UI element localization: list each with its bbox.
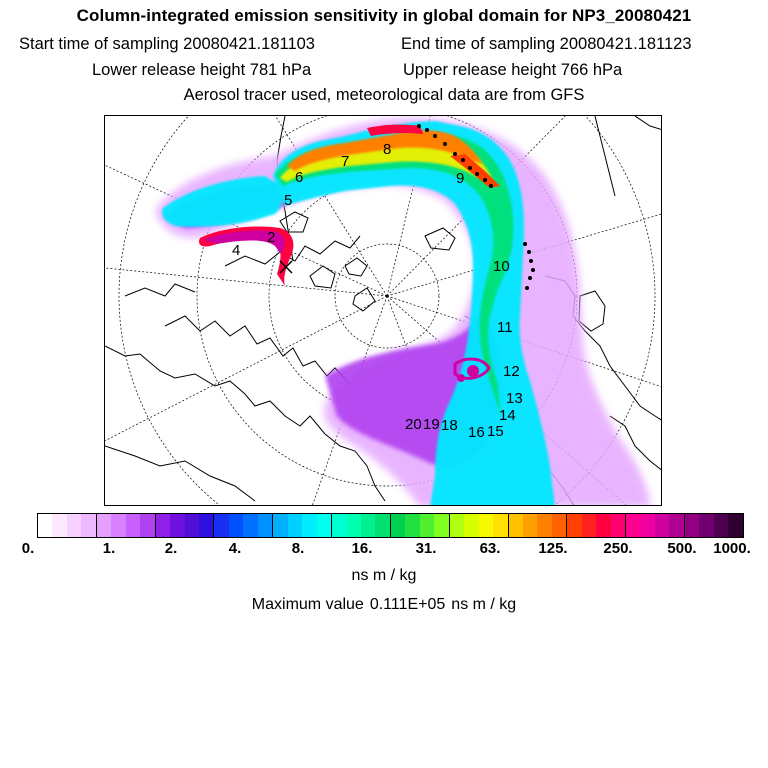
day-label-9: 9 — [456, 170, 465, 187]
colorbar-segment — [479, 514, 493, 537]
colorbar-segment — [655, 514, 669, 537]
colorbar-segment — [464, 514, 478, 537]
upper-release-height: Upper release height 766 hPa — [403, 61, 623, 79]
map-svg — [105, 116, 662, 506]
colorbar-segment — [596, 514, 610, 537]
colorbar-segment — [582, 514, 596, 537]
colorbar-segment — [140, 514, 155, 537]
colorbar-tick-2: 2. — [164, 540, 178, 557]
colorbar-segment — [81, 514, 96, 537]
colorbar-segment — [332, 514, 346, 537]
colorbar-segment — [97, 514, 111, 537]
colorbar-segment — [317, 514, 332, 537]
day-label-20: 20 — [405, 416, 422, 433]
day-label-11: 11 — [497, 319, 513, 336]
colorbar-tick-3: 4. — [228, 540, 242, 557]
day-label-4: 4 — [232, 242, 241, 259]
colorbar-segment — [243, 514, 257, 537]
colorbar-units: ns m / kg — [351, 567, 417, 584]
colorbar-segment — [493, 514, 508, 537]
colorbar-segment — [347, 514, 361, 537]
end-time-label: End time of sampling 20080421.181123 — [401, 35, 692, 53]
day-label-14: 14 — [499, 407, 516, 424]
colorbar-segment — [523, 514, 537, 537]
colorbar-segment — [38, 514, 52, 537]
colorbar-segment — [685, 514, 699, 537]
day-label-18: 18 — [441, 417, 458, 434]
colorbar-segment — [669, 514, 684, 537]
day-label-12: 12 — [503, 363, 520, 380]
day-label-10: 10 — [493, 258, 510, 275]
aerosol-note-row — [0, 86, 768, 105]
colorbar-segment — [288, 514, 302, 537]
start-time-label: Start time of sampling 20080421.181103 — [19, 35, 315, 53]
day-label-7: 7 — [341, 153, 350, 170]
maximum-value-line — [0, 596, 768, 614]
day-label-5: 5 — [284, 192, 293, 209]
colorbar-segment — [509, 514, 523, 537]
colorbar-segment — [214, 514, 228, 537]
colorbar-segment — [434, 514, 449, 537]
day-label-16: 16 — [468, 424, 485, 441]
colorbar-tick-1: 1. — [102, 540, 116, 557]
colorbar-segment — [52, 514, 66, 537]
day-label-2: 2 — [267, 229, 276, 246]
colorbar-tick-0: 0. — [21, 540, 35, 557]
colorbar-segment — [156, 514, 170, 537]
colorbar-tick-8: 125. — [538, 540, 568, 557]
colorbar-segment — [552, 514, 567, 537]
map-title: Column-integrated emission sensitivity in global domain for NP3_20080421 — [76, 6, 692, 25]
colorbar-tick-7: 63. — [479, 540, 501, 557]
colorbar-segment — [170, 514, 184, 537]
colorbar-tick-9: 250. — [603, 540, 633, 557]
maximum-value-units: ns m / kg — [451, 596, 517, 613]
colorbar-segment — [626, 514, 640, 537]
colorbar-segment — [699, 514, 713, 537]
colorbar-segment — [375, 514, 390, 537]
colorbar-segment — [391, 514, 405, 537]
colorbar-segment — [405, 514, 419, 537]
colorbar-segment — [258, 514, 273, 537]
colorbar-segment — [361, 514, 375, 537]
colorbar-tick-4: 8. — [291, 540, 305, 557]
colorbar-tick-5: 16. — [351, 540, 373, 557]
maximum-value-label: Maximum value — [251, 596, 364, 613]
colorbar-segment — [185, 514, 199, 537]
aerosol-note: Aerosol tracer used, meteorological data are from GFS — [183, 86, 585, 104]
day-label-8: 8 — [383, 141, 392, 158]
day-label-13: 13 — [506, 390, 523, 407]
colorbar-segment — [728, 514, 742, 537]
colorbar-segment — [714, 514, 728, 537]
colorbar-tick-10: 500. — [667, 540, 697, 557]
colorbar-segment — [111, 514, 125, 537]
colorbar-segment — [126, 514, 140, 537]
colorbar-segment — [567, 514, 581, 537]
colorbar-segment — [273, 514, 287, 537]
emission-sensitivity-map[interactable] — [104, 115, 662, 506]
colorbar-segment — [67, 514, 81, 537]
colorbar-segment — [450, 514, 464, 537]
colorbar-tick-11: 1000. — [713, 540, 751, 557]
lower-release-height: Lower release height 781 hPa — [92, 61, 312, 79]
maximum-value: 0.111E+05 — [369, 596, 446, 613]
colorbar-segment — [229, 514, 243, 537]
day-label-15: 15 — [487, 423, 504, 440]
colorbar-segment — [302, 514, 316, 537]
colorbar-ticks — [0, 540, 768, 560]
colorbar-segment — [611, 514, 626, 537]
day-label-19: 19 — [423, 416, 440, 433]
colorbar-segment — [420, 514, 434, 537]
colorbar — [37, 513, 744, 538]
day-label-6: 6 — [295, 169, 304, 186]
colorbar-segment — [537, 514, 551, 537]
colorbar-segment — [199, 514, 214, 537]
colorbar-tick-6: 31. — [415, 540, 437, 557]
colorbar-segment — [641, 514, 655, 537]
